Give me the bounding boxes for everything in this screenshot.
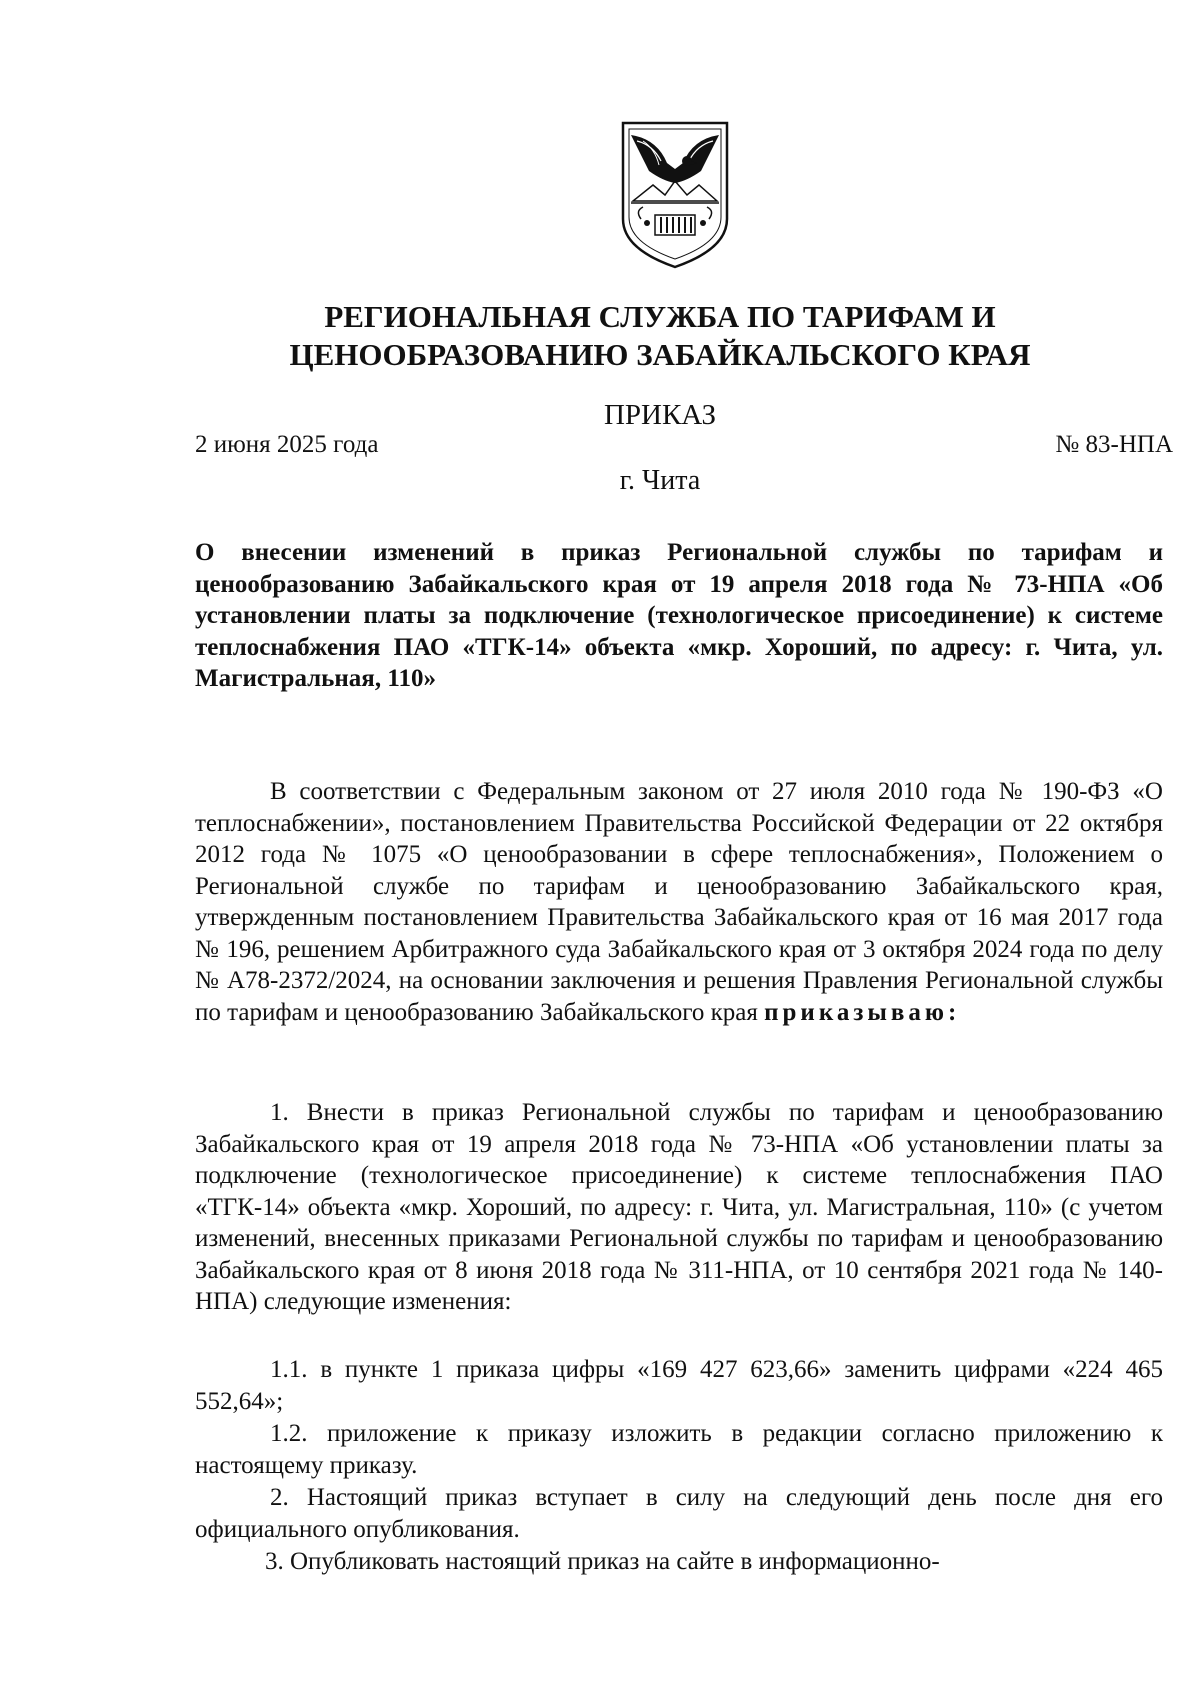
document-date: 2 июня 2025 года (195, 431, 379, 458)
document-type: ПРИКАЗ (603, 399, 717, 431)
organization-title (180, 298, 1140, 374)
item-1-1: 1.1. в пункте 1 приказа цифры «169 427 623,66» заменить цифрами «224 465 552,64»; (195, 1356, 1163, 1415)
document-city: г. Чита (619, 465, 701, 496)
document-number: № 83-НПА (1055, 431, 1173, 458)
item-2: 2. Настоящий приказ вступает в силу на следующий день после дня его официального опубликования. (195, 1484, 1163, 1543)
item-1-2: 1.2. приложение к приказу изложить в редакции согласно приложению к настоящему приказу. (195, 1420, 1163, 1479)
preamble-text: В соответствии с Федеральным законом от 27 июля 2010 года № 190-ФЗ «О теплоснабжении», постановлением Правительства Российской Федерации от 22 октября 2012 года № 1075 «О ценообразовании в сфере теплоснабжения», Положением о Региональной службе по тарифам и ценообразованию Забайкальского края, утвержденным постановлением Правительства Забайкальского края от 16 мая 2017 года № 196, решением Арбитражного суда Забайкальского края от 3 октября 2024 года по делу № А78-2372/2024, на основании заключения и решения Правления Региональной службы по тарифам и ценообразованию Забайкальского края (195, 778, 1163, 1026)
item-3: 3. Опубликовать настоящий приказ на сайте в информационно- (265, 1548, 940, 1575)
order-word: приказываю: (764, 998, 961, 1026)
organization-title-line-2: ЦЕНООБРАЗОВАНИЮ ЗАБАЙКАЛЬСКОГО КРАЯ (289, 337, 1031, 372)
organization-title-line-1: РЕГИОНАЛЬНАЯ СЛУЖБА ПО ТАРИФАМ И (324, 299, 996, 334)
coat-of-arms-icon (617, 119, 733, 271)
document-subject: О внесении изменений в приказ Региональной службы по тарифам и ценообразованию Забайкальского края от 19 апреля 2018 года № 73-НПА «Об установлении платы за подключение (технологическое присоединение) к системе теплоснабжения ПАО «ТГК-14» объекта «мкр. Хороший, по адресу: г. Чита, ул. Магистральная, 110» (195, 539, 1163, 692)
preamble-paragraph (195, 776, 1163, 1028)
item-1: 1. Внести в приказ Региональной службы по тарифам и ценообразованию Забайкальского края от 19 апреля 2018 года № 73-НПА «Об установлении платы за подключение (технологическое присоединение) к системе теплоснабжения ПАО «ТГК-14» объекта «мкр. Хороший, по адресу: г. Чита, ул. Магистральная, 110» (с учетом изменений, внесенных приказами Региональной службы по тарифам и ценообразованию Забайкальского края от 8 июня 2018 года № 311-НПА, от 10 сентября 2021 года № 140-НПА) следующие изменения: (195, 1099, 1163, 1315)
